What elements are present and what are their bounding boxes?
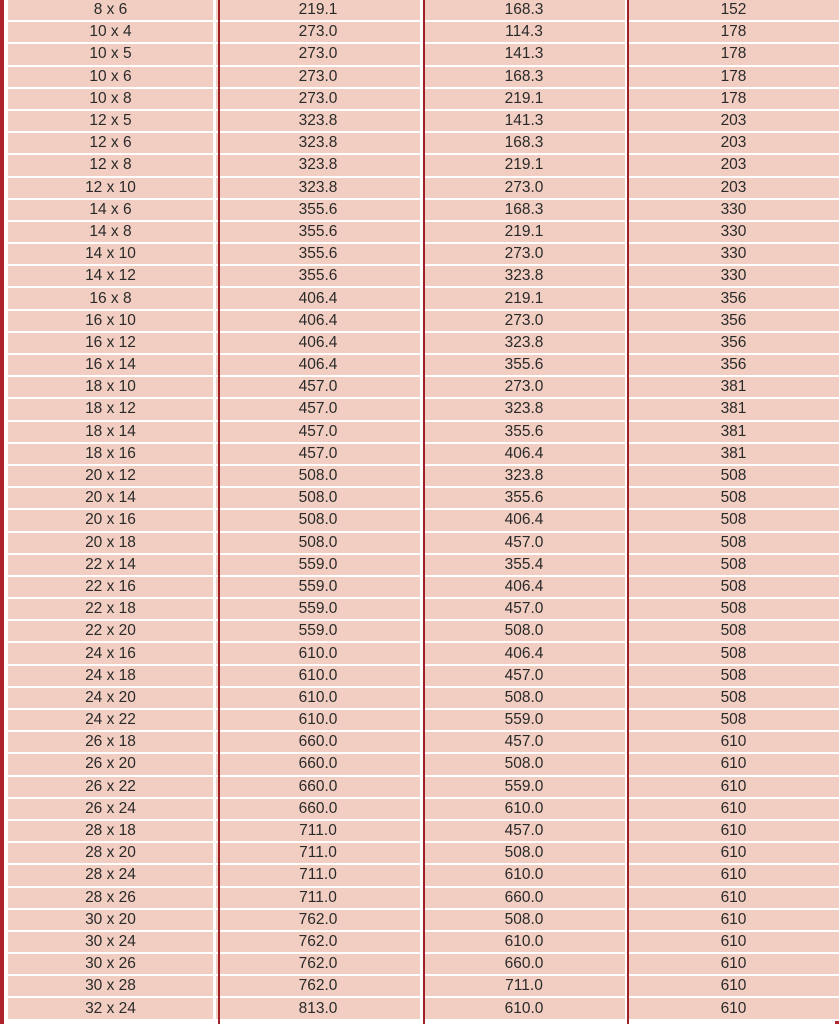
size-cell: 16 x 14: [8, 355, 216, 377]
length-cell: 330: [628, 200, 839, 222]
size-cell: 22 x 16: [8, 577, 216, 599]
size-cell: 22 x 14: [8, 555, 216, 577]
small-end-od-cell: 355.4: [423, 555, 628, 577]
size-cell: 22 x 20: [8, 621, 216, 643]
size-cell: 18 x 16: [8, 444, 216, 466]
size-cell: 10 x 4: [8, 22, 216, 44]
small-end-od-cell: 273.0: [423, 178, 628, 200]
size-cell: 14 x 10: [8, 244, 216, 266]
small-end-od-cell: 610.0: [423, 799, 628, 821]
size-cell: 32 x 24: [8, 998, 216, 1020]
large-end-od-cell: 660.0: [216, 777, 423, 799]
size-cell: 20 x 12: [8, 466, 216, 488]
large-end-od-cell: 406.4: [216, 311, 423, 333]
length-cell: 610: [628, 910, 839, 932]
large-end-od-cell: 711.0: [216, 865, 423, 887]
size-cell: 16 x 10: [8, 311, 216, 333]
length-cell: 610: [628, 954, 839, 976]
size-cell: 12 x 8: [8, 155, 216, 177]
large-end-od-cell: 323.8: [216, 111, 423, 133]
large-end-od-cell: 508.0: [216, 510, 423, 532]
small-end-od-cell: 559.0: [423, 710, 628, 732]
length-cell: 508: [628, 621, 839, 643]
size-cell: 26 x 18: [8, 732, 216, 754]
large-end-od-cell: 406.4: [216, 333, 423, 355]
size-cell: 30 x 20: [8, 910, 216, 932]
small-end-od-cell: 355.6: [423, 488, 628, 510]
large-end-od-cell: 660.0: [216, 799, 423, 821]
size-cell: 24 x 20: [8, 688, 216, 710]
size-cell: 10 x 5: [8, 44, 216, 66]
length-cell: 508: [628, 466, 839, 488]
small-end-od-cell: 457.0: [423, 821, 628, 843]
small-end-od-cell: 559.0: [423, 777, 628, 799]
small-end-od-cell: 219.1: [423, 222, 628, 244]
length-cell: 610: [628, 799, 839, 821]
small-end-od-cell: 711.0: [423, 976, 628, 998]
size-cell: 20 x 18: [8, 533, 216, 555]
length-cell: 610: [628, 998, 839, 1020]
small-end-od-cell: 273.0: [423, 311, 628, 333]
size-cell: 20 x 16: [8, 510, 216, 532]
small-end-od-cell: 406.4: [423, 577, 628, 599]
small-end-od-cell: 508.0: [423, 910, 628, 932]
size-cell: 16 x 8: [8, 288, 216, 310]
size-cell: 10 x 6: [8, 67, 216, 89]
size-cell: 14 x 8: [8, 222, 216, 244]
size-cell: 18 x 10: [8, 377, 216, 399]
large-end-od-cell: 762.0: [216, 954, 423, 976]
large-end-od-cell: 355.6: [216, 222, 423, 244]
large-end-od-cell: 355.6: [216, 200, 423, 222]
small-end-od-cell: 660.0: [423, 954, 628, 976]
length-cell: 203: [628, 111, 839, 133]
length-cell: 508: [628, 555, 839, 577]
small-end-od-cell: 219.1: [423, 155, 628, 177]
length-cell: 356: [628, 355, 839, 377]
large-end-od-cell: 457.0: [216, 399, 423, 421]
large-end-od-cell: 406.4: [216, 355, 423, 377]
length-cell: 178: [628, 44, 839, 66]
small-end-od-cell: 323.8: [423, 266, 628, 288]
small-end-od-cell: 168.3: [423, 133, 628, 155]
length-cell: 178: [628, 22, 839, 44]
length-cell: 610: [628, 754, 839, 776]
size-cell: 26 x 22: [8, 777, 216, 799]
length-cell: 381: [628, 399, 839, 421]
length-cell: 610: [628, 888, 839, 910]
length-cell: 508: [628, 599, 839, 621]
length-cell: 330: [628, 244, 839, 266]
size-cell: 26 x 24: [8, 799, 216, 821]
length-cell: 508: [628, 533, 839, 555]
large-end-od-cell: 813.0: [216, 998, 423, 1020]
large-end-od-cell: 273.0: [216, 89, 423, 111]
column-separator: [423, 0, 425, 1024]
length-cell: 610: [628, 843, 839, 865]
length-cell: 508: [628, 710, 839, 732]
length-cell: 508: [628, 510, 839, 532]
length-cell: 610: [628, 976, 839, 998]
length-cell: 356: [628, 311, 839, 333]
small-end-od-cell: 457.0: [423, 666, 628, 688]
large-end-od-cell: 559.0: [216, 577, 423, 599]
large-end-od-cell: 610.0: [216, 666, 423, 688]
size-cell: 16 x 12: [8, 333, 216, 355]
small-end-od-cell: 508.0: [423, 688, 628, 710]
length-cell: 178: [628, 67, 839, 89]
length-cell: 203: [628, 133, 839, 155]
length-cell: 203: [628, 178, 839, 200]
small-end-od-cell: 508.0: [423, 621, 628, 643]
length-cell: 610: [628, 821, 839, 843]
small-end-od-cell: 273.0: [423, 377, 628, 399]
length-cell: 508: [628, 643, 839, 665]
large-end-od-cell: 711.0: [216, 843, 423, 865]
large-end-od-cell: 762.0: [216, 932, 423, 954]
length-cell: 381: [628, 422, 839, 444]
size-cell: 30 x 28: [8, 976, 216, 998]
large-end-od-cell: 660.0: [216, 754, 423, 776]
small-end-od-cell: 610.0: [423, 998, 628, 1020]
small-end-od-cell: 457.0: [423, 599, 628, 621]
large-end-od-cell: 610.0: [216, 688, 423, 710]
small-end-od-cell: 273.0: [423, 244, 628, 266]
small-end-od-cell: 457.0: [423, 533, 628, 555]
large-end-od-cell: 323.8: [216, 133, 423, 155]
large-end-od-cell: 610.0: [216, 710, 423, 732]
large-end-od-cell: 457.0: [216, 377, 423, 399]
large-end-od-cell: 406.4: [216, 288, 423, 310]
large-end-od-cell: 711.0: [216, 888, 423, 910]
small-end-od-cell: 168.3: [423, 67, 628, 89]
length-cell: 508: [628, 688, 839, 710]
large-end-od-cell: 559.0: [216, 621, 423, 643]
length-cell: 178: [628, 89, 839, 111]
large-end-od-cell: 762.0: [216, 976, 423, 998]
large-end-od-cell: 559.0: [216, 599, 423, 621]
size-cell: 30 x 24: [8, 932, 216, 954]
small-end-od-cell: 508.0: [423, 754, 628, 776]
size-cell: 28 x 20: [8, 843, 216, 865]
small-end-od-cell: 168.3: [423, 200, 628, 222]
large-end-od-cell: 457.0: [216, 422, 423, 444]
size-cell: 8 x 6: [8, 0, 216, 22]
size-cell: 28 x 18: [8, 821, 216, 843]
large-end-od-cell: 660.0: [216, 732, 423, 754]
length-cell: 330: [628, 222, 839, 244]
size-cell: 28 x 24: [8, 865, 216, 887]
size-cell: 30 x 26: [8, 954, 216, 976]
length-cell: 356: [628, 288, 839, 310]
large-end-od-cell: 355.6: [216, 244, 423, 266]
length-cell: 610: [628, 865, 839, 887]
small-end-od-cell: 406.4: [423, 510, 628, 532]
small-end-od-cell: 323.8: [423, 333, 628, 355]
large-end-od-cell: 273.0: [216, 44, 423, 66]
size-cell: 18 x 12: [8, 399, 216, 421]
large-end-od-cell: 273.0: [216, 22, 423, 44]
large-end-od-cell: 508.0: [216, 488, 423, 510]
small-end-od-cell: 141.3: [423, 111, 628, 133]
size-cell: 22 x 18: [8, 599, 216, 621]
size-cell: 12 x 6: [8, 133, 216, 155]
length-cell: 508: [628, 577, 839, 599]
size-cell: 28 x 26: [8, 888, 216, 910]
size-cell: 10 x 8: [8, 89, 216, 111]
small-end-od-cell: 406.4: [423, 444, 628, 466]
large-end-od-cell: 610.0: [216, 643, 423, 665]
small-end-od-cell: 355.6: [423, 422, 628, 444]
small-end-od-cell: 406.4: [423, 643, 628, 665]
size-cell: 12 x 10: [8, 178, 216, 200]
small-end-od-cell: 610.0: [423, 865, 628, 887]
large-end-od-cell: 273.0: [216, 67, 423, 89]
large-end-od-cell: 508.0: [216, 533, 423, 555]
large-end-od-cell: 323.8: [216, 178, 423, 200]
size-cell: 24 x 18: [8, 666, 216, 688]
large-end-od-cell: 762.0: [216, 910, 423, 932]
size-cell: 14 x 12: [8, 266, 216, 288]
small-end-od-cell: 114.3: [423, 22, 628, 44]
large-end-od-cell: 355.6: [216, 266, 423, 288]
small-end-od-cell: 323.8: [423, 399, 628, 421]
large-end-od-cell: 711.0: [216, 821, 423, 843]
length-cell: 330: [628, 266, 839, 288]
size-cell: 24 x 16: [8, 643, 216, 665]
length-cell: 610: [628, 777, 839, 799]
small-end-od-cell: 219.1: [423, 89, 628, 111]
small-end-od-cell: 610.0: [423, 932, 628, 954]
length-cell: 508: [628, 488, 839, 510]
large-end-od-cell: 323.8: [216, 155, 423, 177]
length-cell: 610: [628, 932, 839, 954]
size-cell: 20 x 14: [8, 488, 216, 510]
length-cell: 203: [628, 155, 839, 177]
small-end-od-cell: 457.0: [423, 732, 628, 754]
size-cell: 24 x 22: [8, 710, 216, 732]
small-end-od-cell: 508.0: [423, 843, 628, 865]
length-cell: 610: [628, 732, 839, 754]
size-cell: 14 x 6: [8, 200, 216, 222]
size-cell: 18 x 14: [8, 422, 216, 444]
small-end-od-cell: 323.8: [423, 466, 628, 488]
length-cell: 508: [628, 666, 839, 688]
size-cell: 12 x 5: [8, 111, 216, 133]
length-cell: 356: [628, 333, 839, 355]
small-end-od-cell: 355.6: [423, 355, 628, 377]
large-end-od-cell: 457.0: [216, 444, 423, 466]
column-separator: [627, 0, 629, 1024]
large-end-od-cell: 508.0: [216, 466, 423, 488]
small-end-od-cell: 660.0: [423, 888, 628, 910]
large-end-od-cell: 219.1: [216, 0, 423, 22]
small-end-od-cell: 141.3: [423, 44, 628, 66]
column-separator: [218, 0, 220, 1024]
small-end-od-cell: 168.3: [423, 0, 628, 22]
length-cell: 381: [628, 444, 839, 466]
small-end-od-cell: 219.1: [423, 288, 628, 310]
size-cell: 26 x 20: [8, 754, 216, 776]
length-cell: 152: [628, 0, 839, 22]
length-cell: 381: [628, 377, 839, 399]
large-end-od-cell: 559.0: [216, 555, 423, 577]
